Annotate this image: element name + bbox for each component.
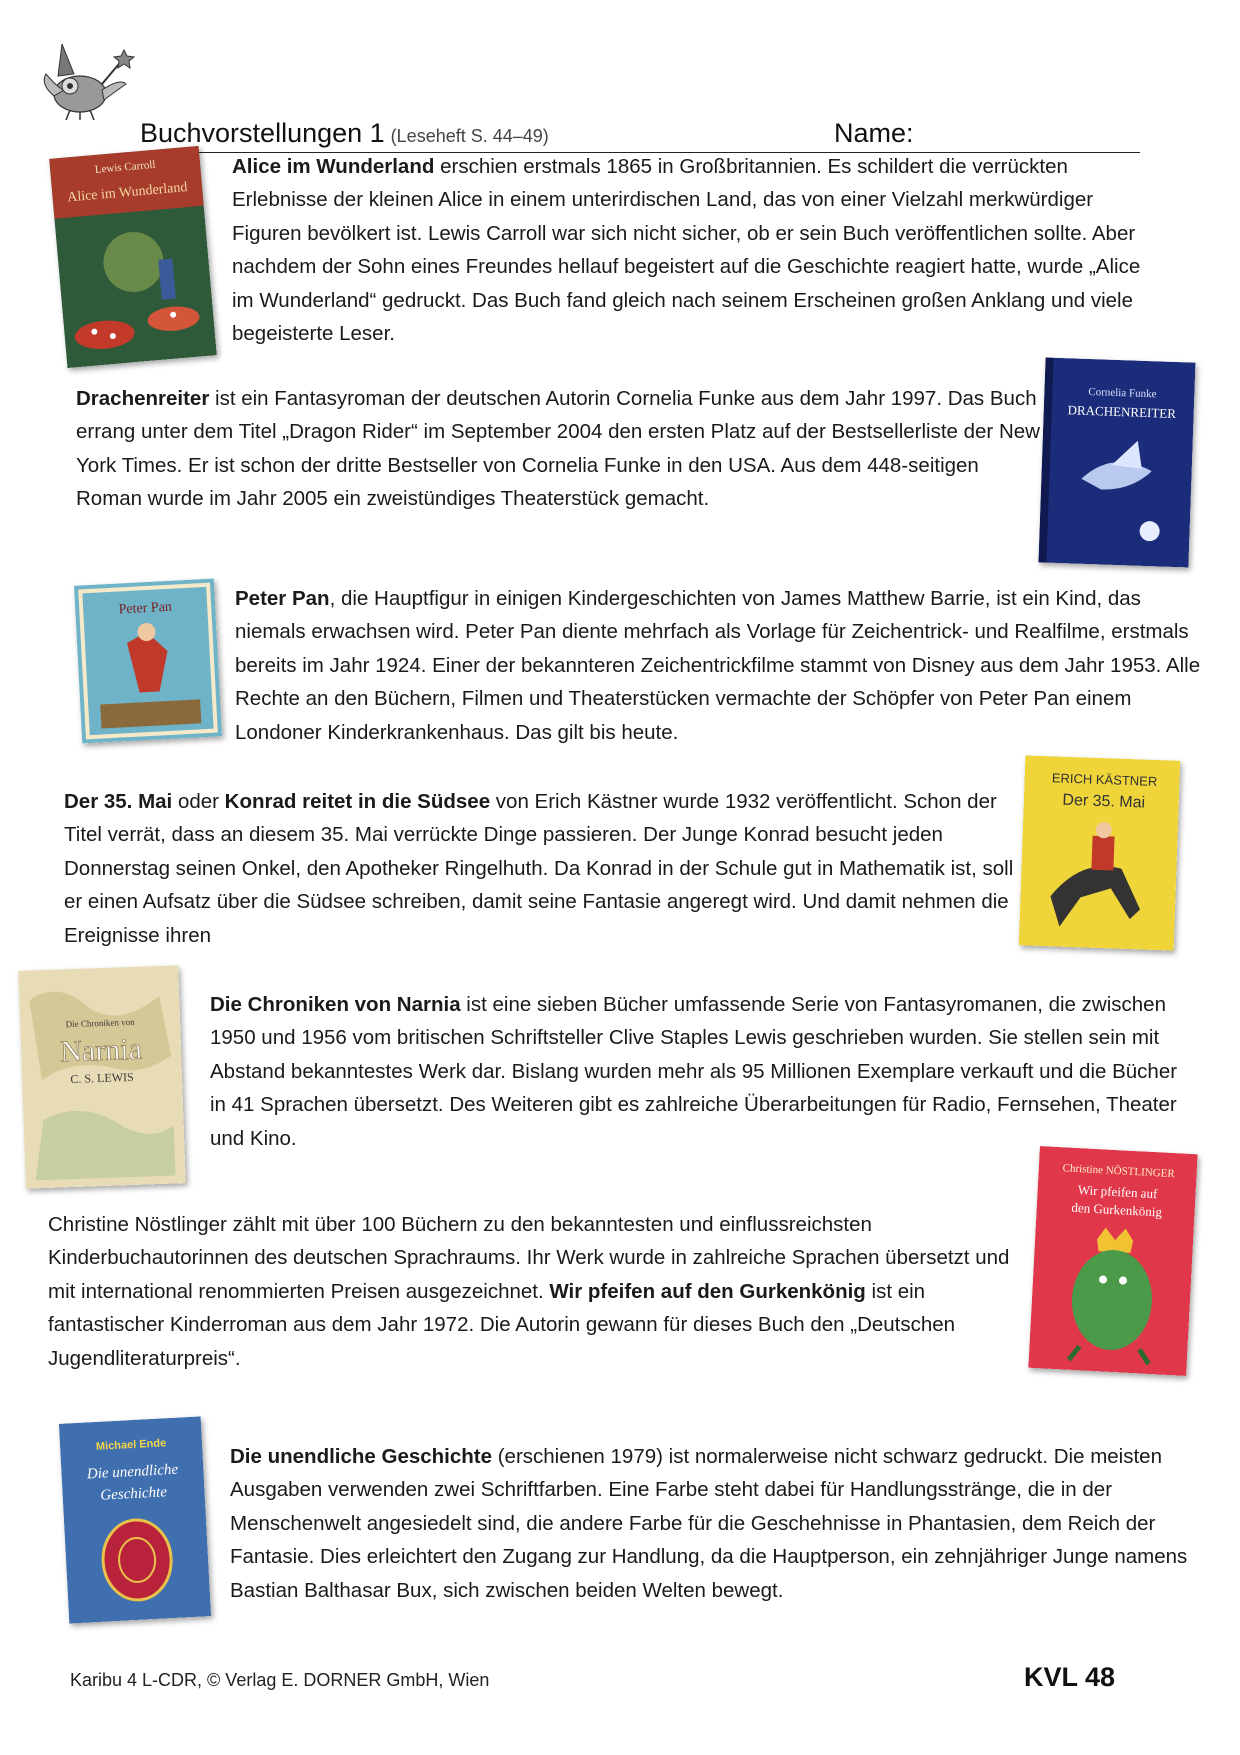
book-cover-peter-pan bbox=[74, 578, 222, 743]
cover-title: Peter Pan bbox=[118, 599, 173, 618]
book-title-gurkenkoenig: Wir pfeifen auf den Gurkenkönig bbox=[549, 1279, 866, 1303]
book-text-alice: Alice im Wunderland erschien erstmals 1865 in Großbritannien. Es schildert die verrückten Erlebnisse der kleinen Alice in einem unterirdischen Land, das von einer Vielzahl merkwürdiger Figuren bevölkert ist. Lewis Carroll war sich nicht sicher, ob er sein Buch veröffentlichen sollte. Aber nachdem der Sohn eines Freundes hellauf begeistert auf die Geschichte reagiert hatte, wurde „Alice im Wunderland“ gedruckt. Das Buch fand gleich nach seinem Erscheinen großen Anklang und viele begeisterte Leser. bbox=[232, 155, 1141, 346]
page-title: Buchvorstellungen 1 (Leseheft S. 44–49) bbox=[140, 118, 549, 148]
cover-author: Cornelia Funke bbox=[1088, 385, 1157, 401]
book-cover-narnia bbox=[18, 965, 186, 1188]
cover-author: Christine NÖSTLINGER bbox=[1062, 1162, 1176, 1181]
book-title-35-mai: Der 35. Mai bbox=[64, 790, 173, 813]
book-text-35-mai: Der 35. Mai oder Konrad reitet in die Südsee von Erich Kästner wurde 1932 veröffentlicht. Schon der Titel verrät, dass an diesem 35. Mai verrückte Dinge passieren. Der Junge Konrad besucht jeden Donnerstag seinen Onkel, den Apotheker Ringelhuth. Da Konrad in der Schule gut in Mathematik ist, soll er einen Aufsatz über die Südsee schreiben, damit seine Fantasie angeregt wird. Und damit nehmen die Ereignisse ihren bbox=[64, 790, 1014, 947]
cover-author: Lewis Carroll bbox=[94, 158, 156, 176]
cover-title-line-1: Die unendliche bbox=[86, 1461, 179, 1483]
name-label: Name: bbox=[834, 118, 914, 148]
cover-title: Alice im Wunderland bbox=[66, 180, 189, 206]
book-cover-35-mai bbox=[1019, 755, 1181, 950]
cover-author: Michael Ende bbox=[95, 1437, 167, 1453]
book-text-narnia: Die Chroniken von Narnia ist eine sieben Bücher umfassende Serie von Fantasyromanen, die zwischen 1950 und 1956 vom britischen Schriftsteller Clive Staples Lewis geschrieben wurden. Sie stellen sein mit Abstand bekanntestes Werk dar. Bislang wurden mehr als 95 Millionen Exemplare verkauft und die Bücher in 41 Sprachen übersetzt. Des Weiteren gibt es zahlreiche Überarbeitungen für Radio, Fernsehen, Theater und Kino. bbox=[210, 993, 1178, 1150]
book-title-unendliche-geschichte: Die unendliche Geschichte bbox=[230, 1445, 493, 1468]
cover-title: Der 35. Mai bbox=[1062, 791, 1146, 812]
book-cover-drachenreiter bbox=[1038, 357, 1195, 567]
cover-title-line-2: Geschichte bbox=[99, 1484, 168, 1504]
page-header bbox=[40, 40, 1110, 148]
book-title-konrad: Konrad reitet in die Südsee bbox=[224, 790, 491, 813]
book-text-peter-pan: Peter Pan, die Hauptfigur in einigen Kindergeschichten von James Matthew Barrie, ist ein Kind, das niemals erwachsen wird. Peter Pan diente mehrfach als Vorlage für Zeichentrick- und Realfilme, erstmals bereits im Jahr 1924. Einer der bekannteren Zeichentrickfilme stammt von Disney aus dem Jahr 1953. Alle Rechte an den Büchern, Filmen und Theaterstücken vermachte der Schöpfer von Peter Pan einem Londoner Kinderkrankenhaus. Das gilt bis heute. bbox=[235, 587, 1201, 744]
cover-author: C. S. LEWIS bbox=[70, 1069, 134, 1087]
footer-page-code: KVL 48 bbox=[1024, 1662, 1116, 1692]
cover-title-line-1: Wir pfeifen auf bbox=[1077, 1182, 1158, 1202]
cover-title: Narnia bbox=[59, 1032, 143, 1069]
book-cover-unendliche-geschichte bbox=[59, 1416, 211, 1623]
cover-title: DRACHENREITER bbox=[1067, 402, 1177, 422]
page-subtitle: (Leseheft S. 44–49) bbox=[390, 126, 549, 146]
book-text-unendliche-geschichte: Die unendliche Geschichte (erschienen 1979) ist normalerweise nicht schwarz gedruckt. Die meisten Ausgaben verwenden zwei Schriftfarben. Eine Farbe steht dabei für Handlungsstränge, die in der Menschenwelt angesiedelt sind, die andere Farbe für die Geschehnisse in Phantasien, dem Reich der Fantasie. Dies erleichtert den Zugang zur Handlung, da die Hauptperson, ein zehnjähriger Junge namens Bastian Balthasar Bux, sich zwischen beiden Welten bewegt. bbox=[230, 1445, 1188, 1602]
book-title-peter-pan: Peter Pan bbox=[235, 587, 330, 610]
cover-small-title: Die Chroniken von bbox=[65, 1016, 135, 1030]
book-title-drachenreiter: Drachenreiter bbox=[76, 387, 210, 410]
book-title-alice: Alice im Wunderland bbox=[232, 155, 435, 178]
book-text-drachenreiter: Drachenreiter ist ein Fantasyroman der deutschen Autorin Cornelia Funke aus dem Jahr 1997. Das Buch errang unter dem Titel „Dragon Rider“ im September 2004 den ersten Platz auf der Bestsellerliste der New York Times. Er ist schon der dritte Bestseller von Cornelia Funke in den USA. Aus dem 448-seitigen Roman wurde im Jahr 2005 ein zweistündiges Theaterstück gemacht. bbox=[76, 387, 1040, 511]
cover-title-line-2: den Gurkenkönig bbox=[1071, 1199, 1163, 1220]
book-cover-alice bbox=[49, 146, 217, 368]
book-cover-gurkenkoenig bbox=[1028, 1146, 1197, 1376]
cover-author: ERICH KÄSTNER bbox=[1051, 770, 1158, 789]
book-text-gurkenkoenig: Christine Nöstlinger zählt mit über 100 Büchern zu den bekanntesten und einflussreichsten Kinderbuchautorinnen des deutschen Sprachraums. Ihr Werk wurde in zahlreiche Sprachen übersetzt und mit international renommierten Preisen ausgezeichnet. Wir pfeifen auf den Gurkenkönig ist ein fantastischer Kinderroman aus dem Jahr 1972. Die Autorin gewann für dieses Buch den „Deutschen Jugendliteraturpreis“. bbox=[48, 1213, 1010, 1370]
book-title-narnia: Die Chroniken von Narnia bbox=[210, 993, 461, 1016]
footer-copyright: Karibu 4 L-CDR, © Verlag E. DORNER GmbH, Wien bbox=[70, 1670, 490, 1690]
header-rule bbox=[140, 80, 1140, 153]
